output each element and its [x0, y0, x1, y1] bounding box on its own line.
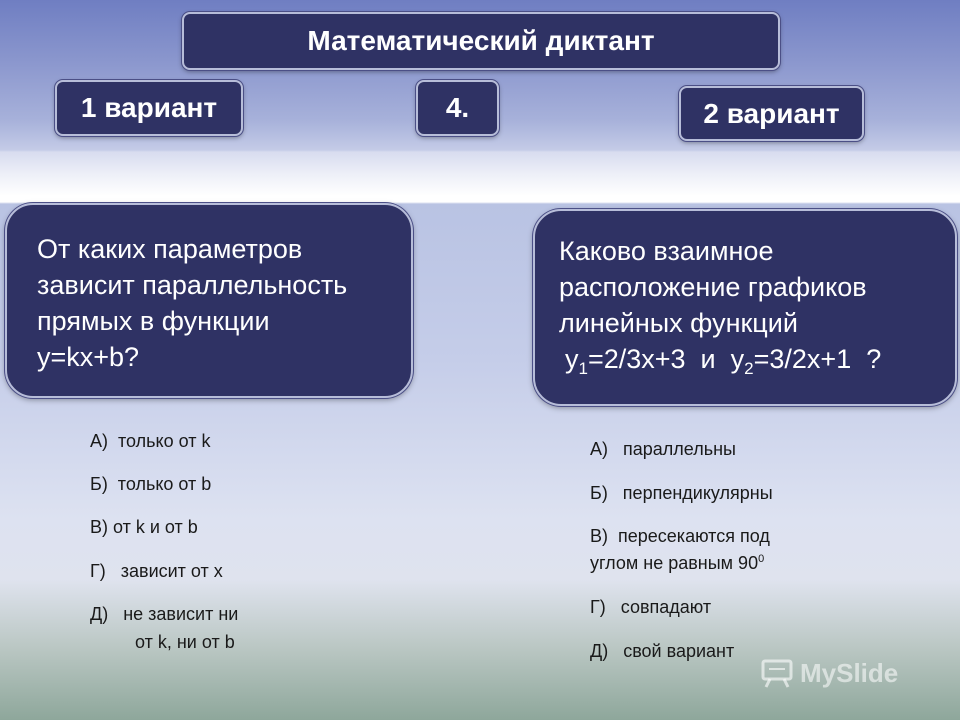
question-line: зависит параллельность	[37, 270, 348, 300]
watermark	[760, 656, 898, 690]
formula-sub-2: 2	[744, 359, 754, 378]
question-number-text: 4.	[445, 92, 470, 123]
variant-2-option-a: А) параллельны	[590, 439, 736, 459]
question-line: прямых в функции	[37, 306, 270, 336]
formula-line	[559, 341, 955, 377]
variant-2-option-b: Б) перпендикулярны	[590, 483, 773, 503]
variant-1-option-d: Г) зависит от x	[90, 561, 223, 581]
formula-expr-2: =3/2x+1 ?	[753, 344, 882, 374]
variant-2-text: 2 вариант	[703, 97, 840, 129]
page-title-text: Математический диктант	[307, 25, 655, 56]
variant-1-question	[5, 203, 413, 398]
slide-board-icon	[760, 658, 794, 688]
question-line: линейных функций	[559, 308, 798, 338]
variant-2-label	[679, 86, 864, 141]
variant-1-option-c: В) от k и от b	[90, 517, 198, 537]
variant-2-option-c-cont	[590, 553, 764, 574]
question-line: y=kx+b?	[37, 342, 140, 372]
variant-2-question	[533, 209, 957, 406]
question-line: расположение графиков	[559, 272, 867, 302]
variant-2-option-d: Г) совпадают	[590, 597, 712, 617]
variant-1-text: 1 вариант	[80, 92, 218, 123]
variant-1-option-e: Д) не зависит ни	[90, 604, 239, 624]
page-title	[182, 12, 780, 70]
variant-2-option-c: В) пересекаются под	[590, 526, 770, 546]
degree-sup: 0	[758, 553, 765, 565]
question-line: От каких параметров	[37, 234, 303, 264]
variant-1-option-b: Б) только от b	[90, 474, 212, 494]
option-c-text: углом не равным 90	[590, 553, 759, 573]
variant-1-label	[55, 80, 243, 136]
variant-1-option-e-cont: от k, ни от b	[135, 632, 235, 652]
formula-y1: y	[565, 344, 579, 374]
formula-sub-1: 1	[578, 359, 588, 378]
watermark-text: MySlide	[800, 657, 899, 688]
formula-expr-1: =2/3x+3 и y	[587, 344, 745, 374]
variant-2-option-e: Д) свой вариант	[590, 641, 735, 661]
question-number	[416, 80, 499, 136]
variant-1-option-a: А) только от k	[90, 431, 211, 451]
question-line: Каково взаимное	[559, 236, 774, 266]
